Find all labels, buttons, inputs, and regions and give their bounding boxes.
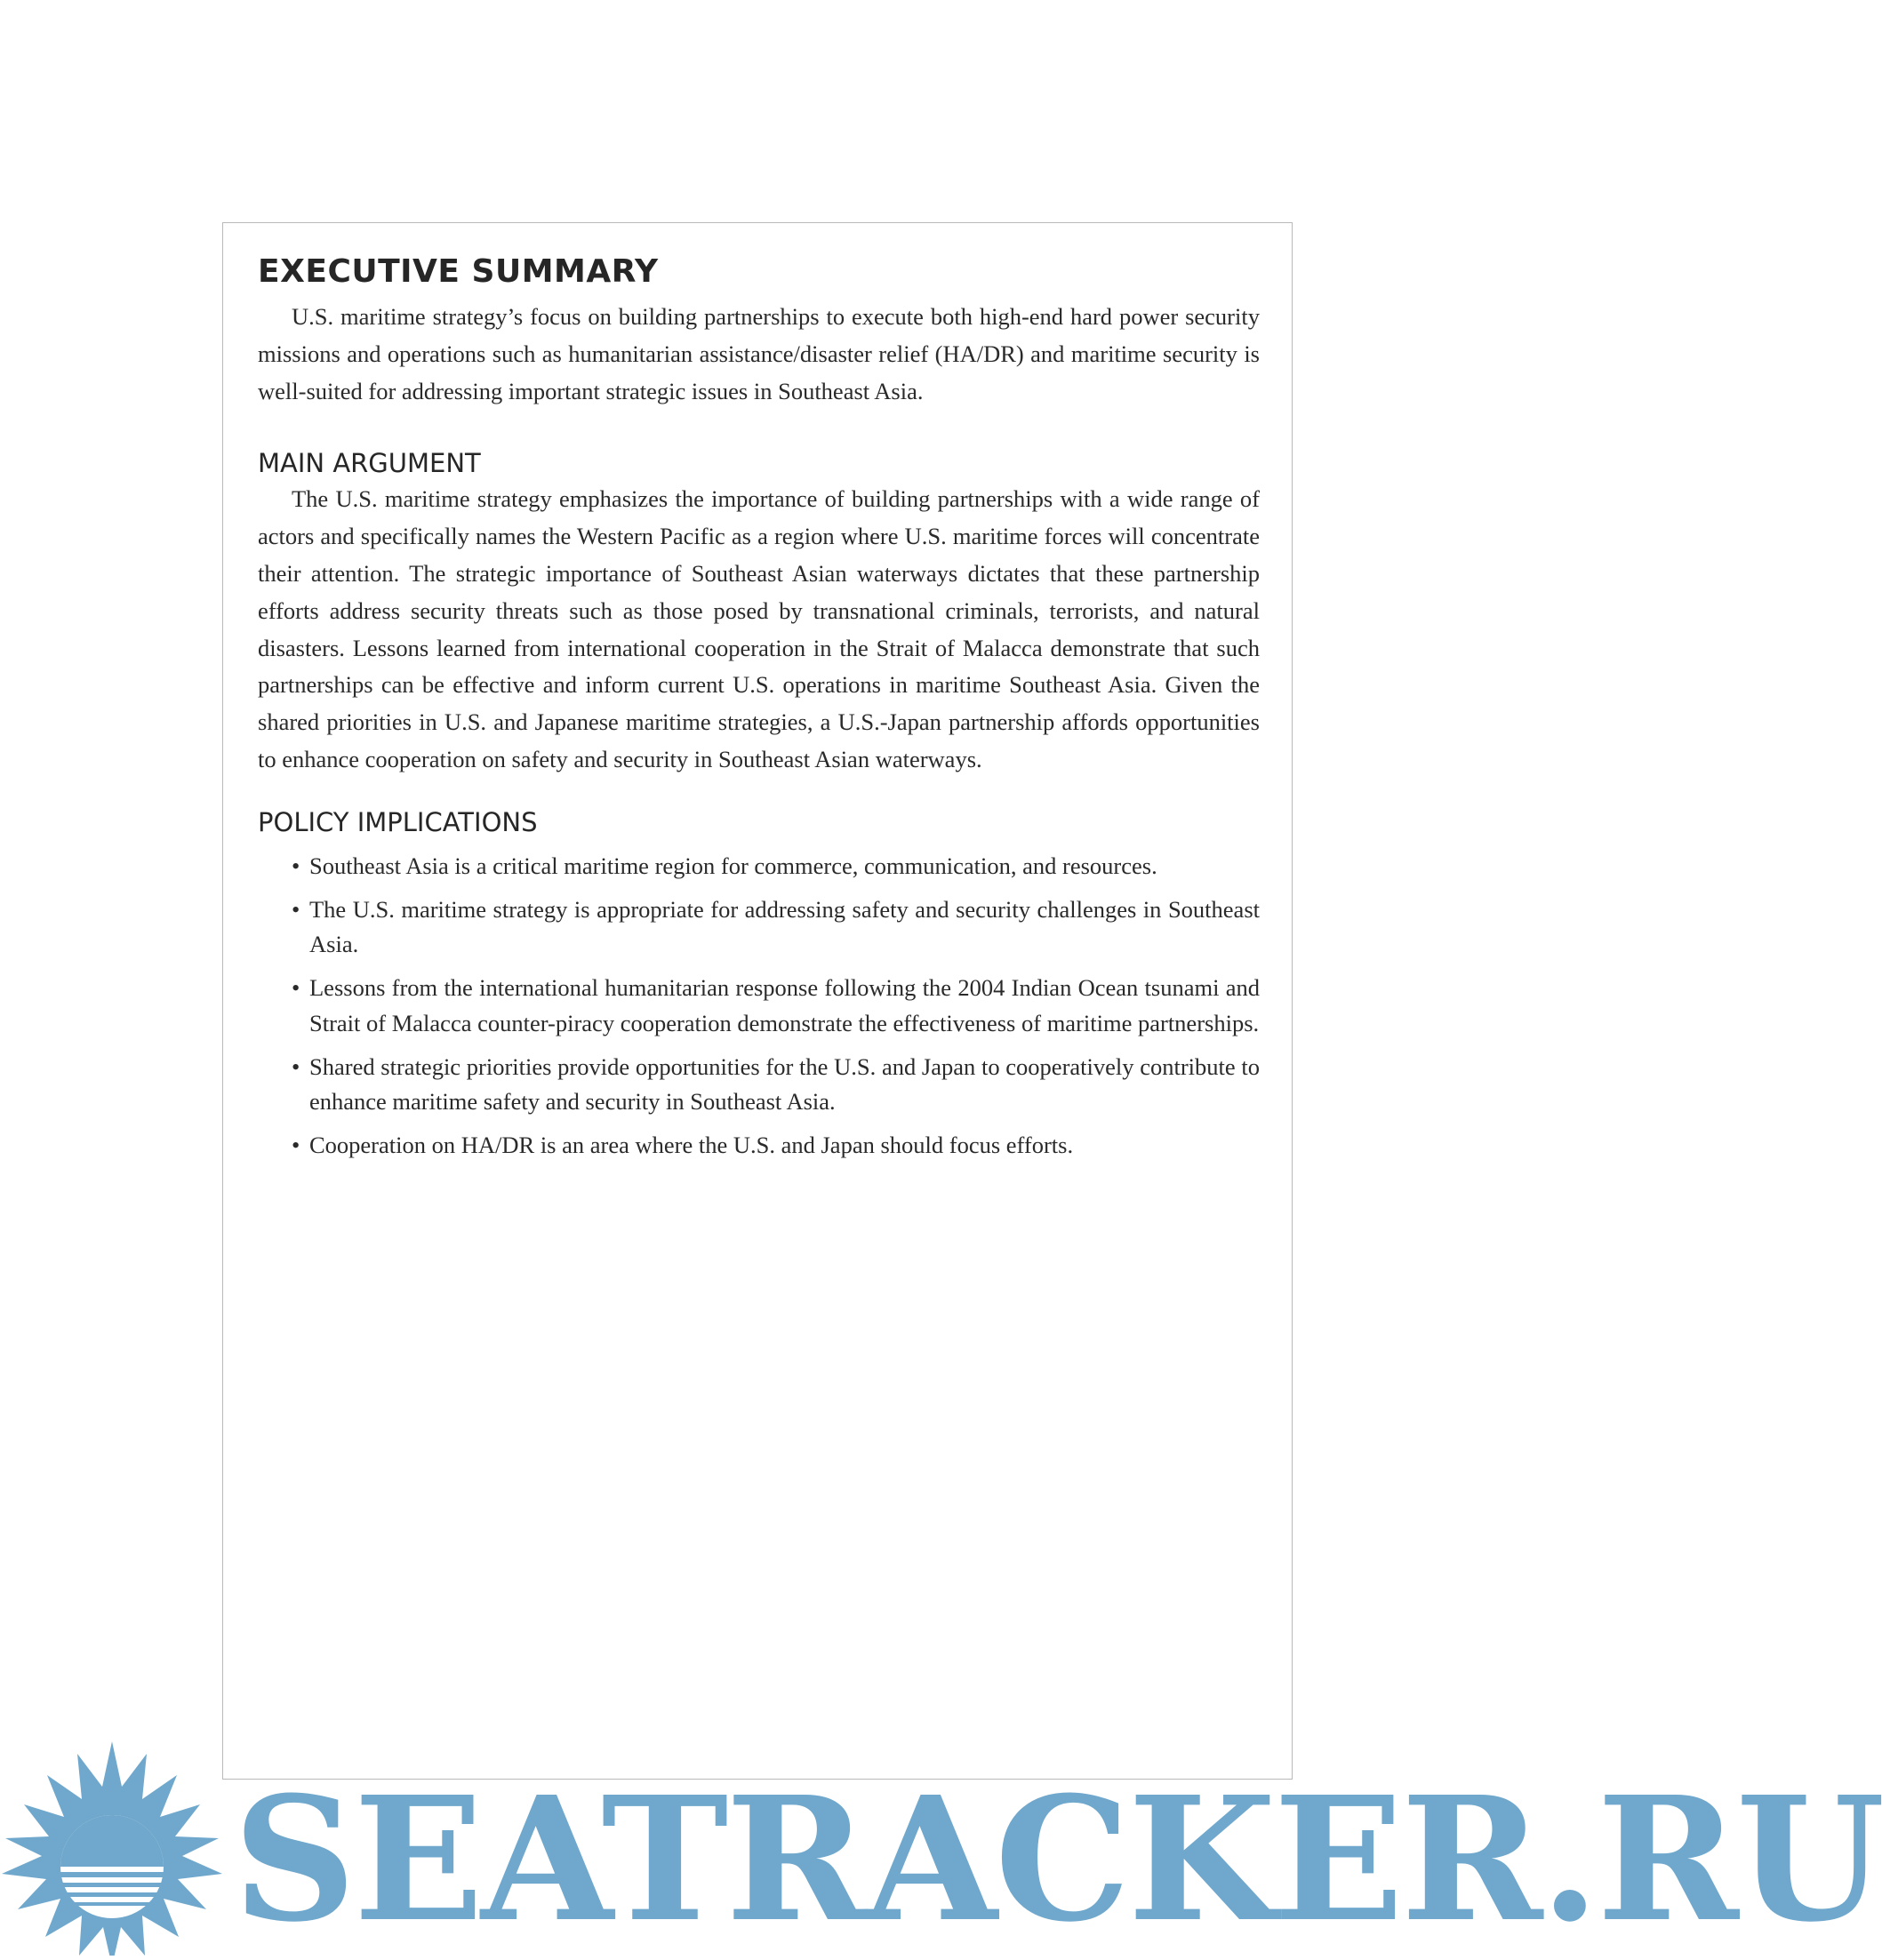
bullet-icon: • <box>292 974 300 1002</box>
bullet-icon: • <box>292 895 300 923</box>
policy-implications-list <box>258 849 1260 1164</box>
main-argument-heading: MAIN ARGUMENT <box>258 448 481 479</box>
executive-summary-content <box>258 251 1260 1172</box>
main-argument-paragraph: The U.S. maritime strategy emphasizes the importance of building partnerships with a wide range of actors and specifically names the Western Pacific as a region where U.S. maritime forces will concentrate their attention. The strategic importance of Southeast Asian waterways dictates that these partnership efforts address security threats such as those posed by transnational criminals, terrorists, and natural disasters. Lessons learned from international cooperation in the Strait of Malacca demonstrate that such partnerships can be effective and inform current U.S. operations in maritime Southeast Asia. Given the shared priorities in U.S. and Japanese maritime strategies, a U.S.-Japan partnership affords opportunities to enhance cooperation on safety and security in Southeast Asian waterways. <box>258 485 1260 772</box>
list-item <box>292 1128 1260 1164</box>
list-item <box>292 892 1260 963</box>
bullet-icon: • <box>292 852 300 879</box>
list-item-text: Lessons from the international humanitarian response following the 2004 Indian Ocean tsunami and Strait of Malacca counter-piracy cooperation demonstrate the effectiveness of maritime partnerships. <box>309 974 1260 1036</box>
list-item <box>292 849 1260 884</box>
bullet-icon: • <box>292 1052 300 1080</box>
list-item-text: The U.S. maritime strategy is appropriate for addressing safety and security challenges in Southeast Asia. <box>309 895 1260 958</box>
policy-implications-heading: POLICY IMPLICATIONS <box>258 806 538 837</box>
watermark-text: SEATRACKER.RU <box>233 1760 1882 1960</box>
bullet-icon: • <box>292 1132 300 1159</box>
list-item <box>292 1050 1260 1120</box>
list-item-text: Shared strategic priorities provide opportunities for the U.S. and Japan to cooperatively contribute to enhance maritime safety and security in Southeast Asia. <box>309 1052 1260 1116</box>
sun-icon <box>2 1741 222 1960</box>
list-item <box>292 971 1260 1041</box>
list-item-text: Southeast Asia is a critical maritime region for commerce, communication, and resources. <box>309 852 1157 879</box>
list-item-text: Cooperation on HA/DR is an area where the U.S. and Japan should focus efforts. <box>309 1132 1074 1159</box>
intro-paragraph: U.S. maritime strategy’s focus on building partnerships to execute both high-end hard power security missions and operations such as humanitarian assistance/disaster relief (HA/DR) and maritime security is well-suited for addressing important strategic issues in Southeast Asia. <box>258 303 1260 404</box>
page-title: EXECUTIVE SUMMARY <box>258 253 659 290</box>
